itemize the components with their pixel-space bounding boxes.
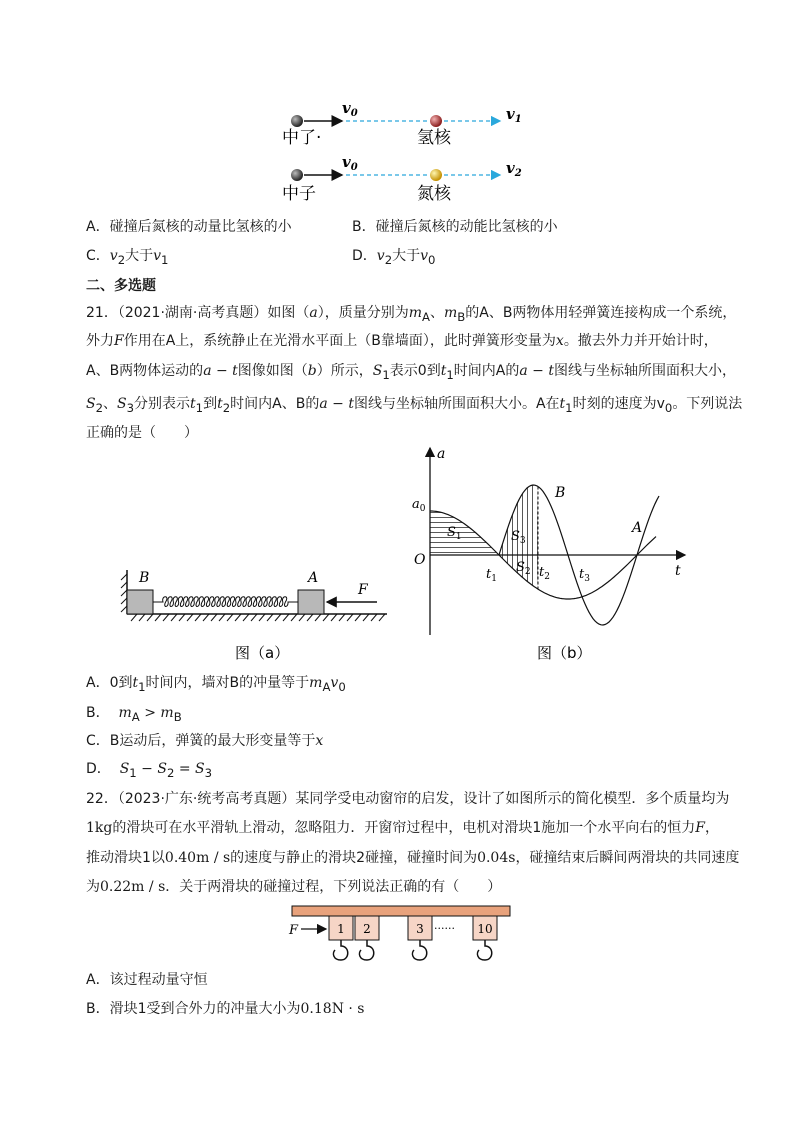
- q22-option-b: B．滑块1受到合外力的冲量大小为0.18N · s: [86, 1001, 365, 1017]
- q21-line-1: 21．（2021·湖南·高考真题）如图（a），质量分别为$m_A$、$m_B$的A、B两物体用轻弹簧连接构成一个系统，: [86, 305, 737, 324]
- area-s1: [430, 511, 499, 555]
- q22-line-4: 为0.22m / s．关于两滑块的碰撞过程，下列说法正确的有（ ）: [86, 879, 502, 895]
- neutron-label-2: 中子: [282, 184, 316, 204]
- q21-line-3: A、B两物体运动的a − t图像如图（b）所示，$S_1$表示0到$t_1$时间内A的a − t图线与坐标轴所围面积大小，: [86, 363, 736, 382]
- q21-line-2: 外力F作用在A上，系统静止在光滑水平面上（B靠墙面），此时弹簧形变量为x。撤去外力并开始计时，: [86, 333, 718, 349]
- section-heading: 二、多选题: [86, 278, 156, 294]
- svg-text:v0: $v_0$: [342, 153, 358, 173]
- svg-text:A: A: [308, 570, 319, 586]
- q22-line-3: 推动滑块1以0.40m / s的速度与静止的滑块2碰撞，碰撞时间为0.04s，碰撞结束后瞬间两滑块的共同速度: [86, 850, 740, 866]
- slider-block: [408, 916, 432, 960]
- q21-line-4: $S_2$、$S_3$分别表示$t_1$到$t_2$时间内A、B的a − t图线与坐标轴所围面积大小。A在$t_1$时刻的速度为$v_0$。下列说法: [86, 396, 743, 415]
- slider-block: [329, 916, 353, 960]
- q21-line-5: 正确的是（ ）: [86, 425, 198, 441]
- svg-text:······: ······: [434, 922, 455, 935]
- neutron-label-1: 中了·: [282, 128, 322, 148]
- svg-text:t: t: [675, 563, 681, 579]
- svg-text:A: A: [632, 520, 643, 536]
- spring: [153, 597, 298, 607]
- block-b: [127, 590, 153, 614]
- hydrogen-label: 氢核: [417, 128, 451, 148]
- q20-option-c: C．$v_2$大于$v_1$: [86, 248, 169, 267]
- q20-option-a: A．碰撞后氮核的动量比氢核的小: [86, 219, 292, 235]
- q21-option-a: A．0到$t_1$时间内，墙对B的冲量等于$m_Av_0$: [86, 675, 346, 694]
- q21-option-c: C．B运动后，弹簧的最大形变量等于x: [86, 733, 324, 749]
- q21-option-d: D． $S_1 - S_2 = S_3$: [86, 761, 213, 780]
- collision-figure: [270, 95, 530, 210]
- svg-text:S2: $S_2$: [516, 560, 531, 577]
- figure-b-caption: 图（b）: [537, 644, 592, 662]
- svg-text:v1: $v_1$: [506, 105, 522, 125]
- q22-option-a: A．该过程动量守恒: [86, 972, 208, 988]
- svg-text:v0: $v_0$: [342, 99, 358, 119]
- block-a: [298, 590, 324, 614]
- hydrogen-ball: [430, 115, 442, 127]
- slider-block: [355, 916, 379, 960]
- figure-c: [283, 903, 518, 973]
- svg-text:v2: $v_2$: [506, 159, 522, 179]
- svg-text:t1: $t_1$: [486, 567, 497, 584]
- nitrogen-label: 氮核: [417, 184, 451, 204]
- figure-a: [115, 560, 395, 670]
- svg-text:O: O: [414, 552, 426, 568]
- svg-text:t2: $t_2$: [539, 565, 550, 582]
- neutron-ball-2: [291, 169, 303, 181]
- svg-text:F: F: [358, 582, 368, 598]
- neutron-ball-1: [291, 115, 303, 127]
- svg-text:2: 2: [363, 922, 371, 936]
- svg-text:S3: $S_3$: [511, 529, 526, 546]
- q22-line-2: 1kg的滑块可在水平滑轨上滑动，忽略阻力．开窗帘过程中，电机对滑块1施加一个水平向右的恒力F，: [86, 820, 719, 836]
- q20-option-d: D．$v_2$大于$v_0$: [352, 248, 436, 267]
- svg-text:1: 1: [337, 922, 345, 936]
- svg-text:t3: $t_3$: [579, 567, 590, 584]
- q20-option-b: B．碰撞后氮核的动能比氢核的小: [352, 219, 558, 235]
- rail: [292, 906, 510, 916]
- svg-text:F: F: [289, 923, 299, 938]
- svg-text:a0: $a_0$: [412, 497, 426, 514]
- svg-text:10: 10: [477, 922, 493, 936]
- slider-block: [473, 916, 497, 960]
- area-s3: [499, 485, 538, 555]
- figure-a-caption: 图（a）: [235, 644, 290, 662]
- q22-line-1: 22．（2023·广东·统考高考真题）某同学受电动窗帘的启发，设计了如图所示的简化模型．多个质量均为: [86, 791, 730, 807]
- figure-b: [395, 440, 700, 672]
- svg-text:B: B: [139, 570, 150, 586]
- svg-text:S1: $S_1$: [447, 525, 462, 542]
- svg-text:3: 3: [416, 922, 424, 936]
- axis-label-a: a: [437, 446, 446, 462]
- svg-text:B: B: [555, 485, 566, 501]
- nitrogen-ball: [430, 169, 442, 181]
- q21-option-b: B． $m_A > m_B$: [86, 705, 182, 724]
